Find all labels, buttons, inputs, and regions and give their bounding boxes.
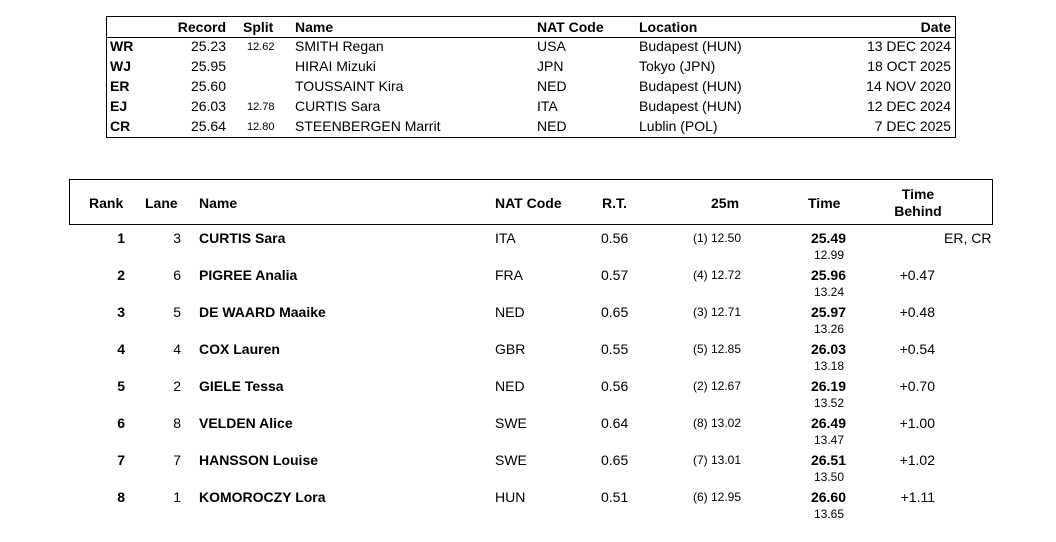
record-time: 25.60 (190, 78, 226, 94)
result-reaction-time: 0.65 (601, 304, 629, 320)
record-holder: HIRAI Mizuki (295, 58, 376, 74)
result-time-behind: +1.11 (900, 489, 935, 505)
record-time: 25.64 (190, 118, 226, 134)
result-row (69, 415, 1056, 452)
result-reaction-time: 0.56 (601, 378, 629, 394)
record-holder: SMITH Regan (295, 38, 384, 54)
result-second-split: 13.18 (813, 359, 844, 373)
result-row (69, 230, 1056, 267)
result-time-behind: +0.48 (899, 304, 935, 320)
result-name: COX Lauren (199, 341, 280, 357)
header-nat-code: NAT Code (537, 19, 604, 35)
record-location: Budapest (HUN) (639, 38, 742, 54)
record-nat: NED (537, 78, 567, 94)
result-second-split: 13.47 (813, 433, 844, 447)
result-name: KOMOROCZY Lora (199, 489, 326, 505)
result-row (69, 304, 1056, 341)
record-holder: STEENBERGEN Marrit (295, 118, 441, 134)
header-name: Name (295, 19, 334, 35)
result-nat: FRA (495, 267, 523, 283)
record-time: 26.03 (190, 98, 226, 114)
result-rank: 3 (117, 304, 125, 320)
result-time-behind: +0.47 (899, 267, 935, 283)
result-lane: 6 (173, 267, 181, 283)
result-25m-split: (2) 12.67 (692, 379, 741, 393)
result-time-behind: +1.02 (899, 452, 935, 468)
result-second-split: 13.65 (813, 507, 844, 521)
result-25m-split: (6) 12.95 (692, 490, 741, 504)
record-time: 25.23 (190, 38, 226, 54)
record-code: ER (110, 78, 130, 94)
record-time: 25.95 (190, 58, 226, 74)
record-date: 14 NOV 2020 (866, 78, 951, 94)
result-time: 26.51 (810, 452, 846, 468)
result-nat: HUN (495, 489, 526, 505)
record-split: 12.78 (247, 101, 275, 113)
result-row (69, 341, 1056, 378)
result-time: 25.49 (810, 230, 846, 246)
record-code: CR (110, 118, 131, 134)
result-name: PIGREE Analia (199, 267, 298, 283)
result-time: 25.97 (810, 304, 846, 320)
record-location: Lublin (POL) (639, 118, 718, 134)
result-reaction-time: 0.57 (601, 267, 629, 283)
result-time-behind: +0.70 (899, 378, 935, 394)
result-name: GIELE Tessa (199, 378, 284, 394)
result-25m-split: (4) 12.72 (692, 268, 741, 282)
result-lane: 1 (173, 489, 181, 505)
header-reaction-time: R.T. (602, 195, 627, 211)
result-25m-split: (5) 12.85 (692, 342, 741, 356)
record-date: 12 DEC 2024 (866, 98, 951, 114)
result-rank: 7 (117, 452, 125, 468)
result-row (69, 267, 1056, 304)
record-row (107, 118, 955, 138)
result-row (69, 378, 1056, 415)
record-location: Budapest (HUN) (639, 78, 742, 94)
result-name: CURTIS Sara (199, 230, 286, 246)
header-split: Split (243, 19, 274, 35)
result-lane: 4 (173, 341, 181, 357)
record-split: 12.62 (247, 41, 275, 53)
result-row (69, 452, 1056, 489)
header-time: Time (808, 195, 841, 211)
result-name: DE WAARD Maaike (199, 304, 326, 320)
result-reaction-time: 0.65 (601, 452, 629, 468)
records-table (106, 16, 956, 138)
result-reaction-time: 0.64 (601, 415, 629, 431)
result-row (69, 489, 1056, 526)
record-nat: JPN (537, 58, 564, 74)
result-rank: 1 (117, 230, 125, 246)
record-row (107, 58, 955, 78)
record-holder: TOUSSAINT Kira (295, 78, 404, 94)
result-25m-split: (3) 12.71 (692, 305, 741, 319)
results-header (69, 179, 993, 225)
result-nat: GBR (495, 341, 526, 357)
result-record-badge: ER, CR (944, 230, 992, 246)
result-lane: 5 (173, 304, 181, 320)
result-second-split: 12.99 (813, 248, 844, 262)
header-location: Location (639, 19, 698, 35)
result-rank: 2 (117, 267, 125, 283)
record-code: WR (110, 38, 134, 54)
record-row (107, 38, 955, 58)
record-code: WJ (110, 58, 131, 74)
result-nat: NED (495, 378, 525, 394)
header-25m: 25m (711, 195, 740, 211)
record-date: 7 DEC 2025 (874, 118, 951, 134)
record-location: Budapest (HUN) (639, 98, 742, 114)
result-nat: ITA (495, 230, 516, 246)
header-nat-code: NAT Code (495, 195, 562, 211)
result-rank: 6 (117, 415, 125, 431)
result-second-split: 13.24 (813, 285, 844, 299)
result-25m-split: (7) 13.01 (692, 453, 741, 467)
result-25m-split: (8) 13.02 (692, 416, 741, 430)
record-row (107, 98, 955, 118)
record-row (107, 78, 955, 98)
header-date: Date (920, 19, 951, 35)
record-code: EJ (110, 98, 128, 114)
header-time-behind-line2: Behind (894, 203, 942, 219)
result-time-behind: +0.54 (899, 341, 935, 357)
result-lane: 7 (173, 452, 181, 468)
record-holder: CURTIS Sara (295, 98, 381, 114)
header-lane: Lane (145, 195, 178, 211)
result-reaction-time: 0.56 (601, 230, 629, 246)
records-header (107, 17, 955, 38)
result-reaction-time: 0.51 (601, 489, 629, 505)
result-rank: 5 (117, 378, 125, 394)
result-second-split: 13.52 (813, 396, 844, 410)
result-rank: 4 (117, 341, 125, 357)
result-nat: SWE (495, 415, 527, 431)
record-location: Tokyo (JPN) (639, 58, 716, 74)
header-record: Record (177, 19, 226, 35)
result-time: 25.96 (810, 267, 846, 283)
result-lane: 2 (173, 378, 181, 394)
result-time: 26.60 (810, 489, 846, 505)
header-rank: Rank (89, 195, 124, 211)
result-25m-split: (1) 12.50 (692, 231, 741, 245)
result-time: 26.03 (810, 341, 846, 357)
result-rank: 8 (117, 489, 125, 505)
result-time: 26.19 (810, 378, 846, 394)
result-nat: NED (495, 304, 525, 320)
record-split: 12.80 (247, 121, 275, 133)
record-date: 18 OCT 2025 (867, 58, 951, 74)
result-lane: 3 (173, 230, 181, 246)
result-second-split: 13.26 (813, 322, 844, 336)
result-name: HANSSON Louise (199, 452, 319, 468)
record-nat: NED (537, 118, 567, 134)
result-second-split: 13.50 (813, 470, 844, 484)
result-time: 26.49 (810, 415, 846, 431)
record-nat: ITA (537, 98, 558, 114)
result-lane: 8 (173, 415, 181, 431)
header-time-behind-line1: Time (901, 186, 935, 202)
result-name: VELDEN Alice (199, 415, 293, 431)
result-time-behind: +1.00 (899, 415, 935, 431)
record-date: 13 DEC 2024 (866, 38, 951, 54)
record-nat: USA (537, 38, 566, 54)
result-reaction-time: 0.55 (601, 341, 629, 357)
result-nat: SWE (495, 452, 527, 468)
header-time-behind (868, 186, 968, 220)
header-name: Name (199, 195, 238, 211)
